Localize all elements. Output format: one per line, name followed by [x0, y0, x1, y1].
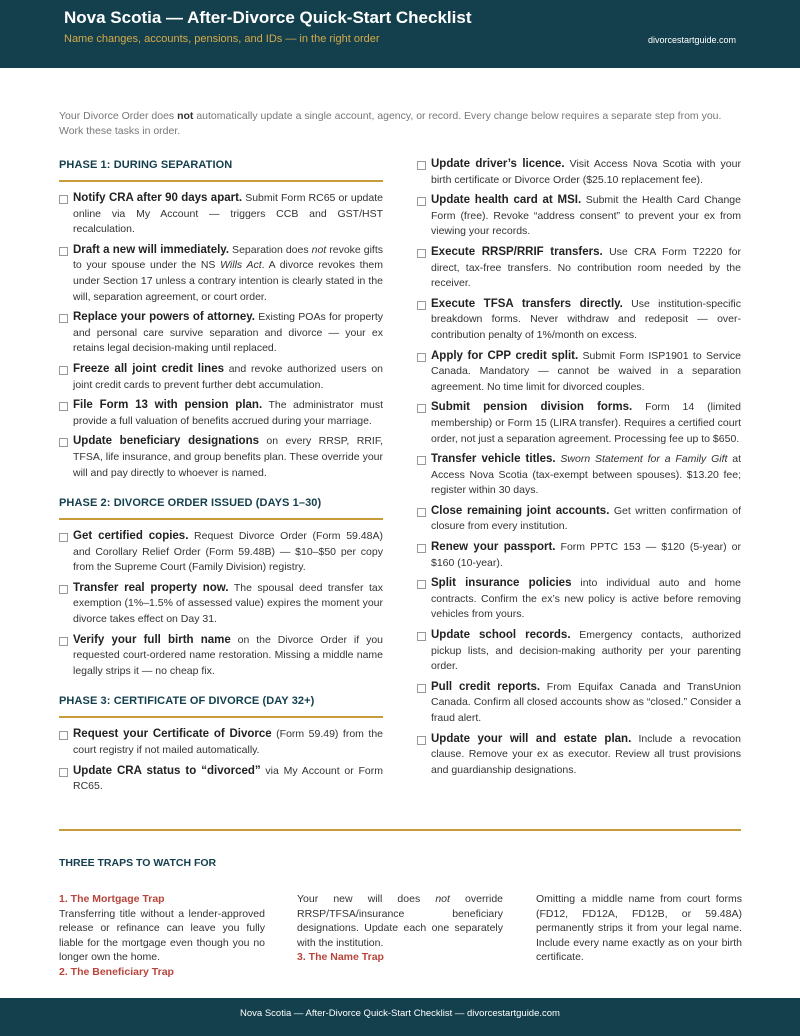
checklist-item-title: Draft a new will immediately. — [73, 243, 230, 256]
checklist-item-title: Get certified copies. — [73, 530, 189, 543]
checkbox[interactable] — [59, 247, 68, 256]
intro-emphasis: not — [177, 110, 194, 122]
checklist-item-description: Submit Form RC65 or update online via My Account — triggers CCB and GST/HST recalculation. — [73, 192, 383, 236]
checklist-item-description: Submit the Health Card Change Form (free). Revoke “address consent” to prevent your ex from viewing your records. — [431, 194, 741, 238]
checkbox[interactable] — [59, 314, 68, 323]
traps-column-2 — [297, 892, 503, 965]
checklist-item-text — [73, 310, 383, 357]
checklist-item-title: Update school records. — [431, 629, 571, 642]
trap-body: Your new will does not override RRSP/TFSA/insurance beneficiary designations. Update each one separately with the institution. — [297, 893, 503, 949]
checklist-item-description: Visit Access Nova Scotia with your birth certificate or Divorce Order ($25.10 replacement fee). — [431, 158, 741, 186]
checklist-item — [59, 764, 383, 795]
checklist-item-title: Execute TFSA transfers directly. — [431, 297, 623, 310]
checkbox[interactable] — [59, 731, 68, 740]
trap-body: Transferring title without a lender-approved release or refinance can leave you fully liable for the mortgage even though you no longer own the home. — [59, 907, 265, 963]
checklist-item-text — [431, 680, 741, 727]
checklist-item-title: Update driver’s licence. — [431, 158, 565, 170]
checklist-item-title: Close remaining joint accounts. — [431, 504, 610, 517]
checklist-item-text — [431, 193, 741, 240]
checklist-item-text — [431, 504, 741, 535]
checklist-item-text — [431, 540, 741, 571]
phase-rule — [59, 180, 383, 182]
checklist-item — [417, 193, 741, 240]
checklist-item-description: Emergency contacts, authorized pickup lists, and decision-making authority per your parenting order. — [431, 629, 741, 673]
checklist-item-text — [431, 157, 741, 188]
checklist-item-text — [73, 362, 383, 393]
checklist-item-text — [431, 732, 741, 779]
checklist-item-text — [431, 452, 741, 499]
checkbox[interactable] — [417, 301, 426, 310]
checklist-item-title: Pull credit reports. — [431, 680, 541, 693]
page-title: Nova Scotia — After-Divorce Quick-Start Checklist — [64, 8, 472, 27]
checklist-item-title: Verify your full birth name — [73, 633, 231, 646]
checklist-item — [59, 362, 383, 393]
checklist-item — [417, 452, 741, 499]
checklist-item — [59, 581, 383, 628]
checkbox[interactable] — [59, 366, 68, 375]
checklist-item-title: Transfer real property now. — [73, 581, 229, 594]
checklist-item-description: via My Account or Form RC65. — [73, 764, 383, 793]
checklist-item-text — [431, 297, 741, 344]
checklist-item — [59, 727, 383, 758]
checklist-item-text — [73, 191, 383, 238]
checklist-item-description: and revoke authorized users on joint credit cards to prevent further debt accumulation. — [73, 362, 384, 391]
checklist-item-title: Replace your powers of attorney. — [73, 311, 255, 324]
intro-before: Your Divorce Order does — [59, 110, 178, 122]
checklist-item-description: on every RRSP, RRIF, TFSA, life insurance, and group benefits plan. These override your will and pay directly to whoever is named. — [73, 435, 384, 479]
right-column — [417, 157, 741, 783]
checklist-item-text — [431, 400, 741, 447]
checklist-item — [59, 191, 383, 238]
checklist-item-title: Submit pension division forms. — [431, 401, 633, 414]
checkbox[interactable] — [417, 197, 426, 206]
left-column — [59, 157, 383, 800]
intro-paragraph — [59, 109, 743, 139]
checklist-item-description: Form PPTC 153 — $120 (5-year) or $160 (10-year). — [431, 541, 742, 569]
checklist-item-title: Update health card at MSI. — [431, 194, 582, 207]
checklist-item-description: Existing POAs for property and personal care survive separation and divorce — your ex retains legal decision-making until replaced. — [73, 311, 383, 355]
checklist-item-text — [73, 581, 383, 628]
phase-heading: PHASE 3: CERTIFICATE OF DIVORCE (DAY 32+) — [59, 695, 315, 708]
checklist-item-title: Execute RRSP/RRIF transfers. — [431, 245, 603, 258]
phase-rule — [59, 716, 383, 718]
phase-spacer — [59, 684, 383, 693]
checklist-item-description: Sworn Statement for a Family Gift at Access Nova Scotia (tax-exempt between spouses). $13.20 fee; register within 30 days. — [431, 453, 741, 497]
checklist-item-description: Separation does not revoke gifts to your spouse under the NS Wills Act. A divorce revokes them under Section 17 unless a contrary intention is clearly stated in the will, separation agreement, or court order. — [73, 243, 384, 303]
checkbox[interactable] — [417, 580, 426, 589]
checklist-item-text — [431, 576, 741, 623]
traps-column-1 — [59, 892, 265, 979]
trap-heading: 3. The Name Trap — [297, 951, 384, 963]
checklist-item-text — [431, 245, 741, 292]
checklist-item-description: Submit Form ISP1901 to Service Canada. Mandatory — cannot be waived in a separation agreement. No time limit for divorced couples. — [431, 349, 741, 393]
checkbox[interactable] — [417, 353, 426, 362]
checklist-item — [417, 400, 741, 447]
checklist-item-title: Transfer vehicle titles. — [431, 453, 556, 466]
checklist-item — [417, 297, 741, 344]
checklist-item-description: (Form 59.49) from the court registry if not mailed automatically. — [73, 728, 384, 757]
checklist-item-text — [431, 349, 741, 396]
checklist-item-description: on the Divorce Order if you requested court-ordered name restoration. Missing a middle name legally strips it — no cheap fix. — [73, 633, 383, 677]
checklist-item-title: Apply for CPP credit split. — [431, 349, 579, 362]
checklist-item-description: Use institution-specific breakdown forms. Never withdraw and redeposit — over-contribution penalty of 1%/month on excess. — [431, 297, 741, 341]
checklist-item-title: Split insurance policies — [431, 577, 572, 590]
checklist-item-title: Update CRA status to “divorced” — [73, 764, 261, 777]
checklist-item — [59, 310, 383, 357]
checklist-item-description: Include a revocation clause. Remove your ex as executor. Review all trust provisions and guardianship designations. — [431, 732, 741, 776]
phase-heading: PHASE 2: DIVORCE ORDER ISSUED (DAYS 1–30) — [59, 497, 322, 510]
checkbox[interactable] — [59, 637, 68, 646]
checkbox[interactable] — [59, 585, 68, 594]
checklist-item-title: Freeze all joint credit lines — [73, 362, 224, 375]
checklist-item-description: Request Divorce Order (Form 59.48A) and Corollary Relief Order (Form 59.48B) — $10–$50 per copy from the Supreme Court (Family Division) registry. — [73, 530, 383, 574]
traps-column-3 — [536, 892, 742, 965]
checkbox[interactable] — [59, 533, 68, 542]
checklist-item-text — [431, 628, 741, 675]
checklist-item — [59, 434, 383, 481]
checkbox[interactable] — [417, 632, 426, 641]
site-link[interactable]: divorcestartguide.com — [647, 35, 736, 45]
checkbox[interactable] — [417, 508, 426, 517]
checkbox[interactable] — [417, 404, 426, 413]
traps-title: THREE TRAPS TO WATCH FOR — [59, 857, 217, 869]
checklist-item-text — [73, 243, 383, 305]
page-subtitle: Name changes, accounts, pensions, and IDs — in the right order — [64, 33, 380, 45]
trap-body: Omitting a middle name from court forms (FD12, FD12A, FD12B, or 59.48A) permanently strips it from your legal name. Include every name exactly as on your birth certificate. — [536, 893, 742, 963]
checklist-item — [417, 504, 741, 535]
checkbox[interactable] — [417, 161, 426, 170]
checklist-item — [417, 576, 741, 623]
checklist-item-text — [73, 434, 383, 481]
trap-heading: 2. The Beneficiary Trap — [59, 965, 174, 978]
checkbox[interactable] — [59, 768, 68, 777]
checklist-item-title: Update beneficiary designations — [73, 435, 260, 448]
checklist-item — [417, 680, 741, 727]
checklist-item — [417, 732, 741, 779]
checklist-item-description: into individual auto and home contracts. Confirm the ex’s new policy is active before removing vehicles from yours. — [431, 577, 741, 621]
checklist-item-description: Use CRA Form T2220 for direct, tax-free transfers. No contribution room needed by the receiver. — [431, 245, 742, 290]
checklist-item-description: The administrator must provide a full valuation of benefits accrued during your marriage. — [73, 399, 383, 427]
checkbox[interactable] — [417, 684, 426, 693]
checklist-item-description: The spousal deed transfer tax exemption (1%–1.5% of assessed value) expires the moment your divorce takes effect on Day 31. — [73, 581, 383, 626]
page-header — [0, 0, 800, 68]
checklist-item-title: Request your Certificate of Divorce — [73, 728, 272, 741]
checklist-item-description: From Equifax Canada and TransUnion Canada. Confirm all closed accounts show as “closed.” Consider a fraud alert. — [431, 680, 741, 724]
checklist-item-title: File Form 13 with pension plan. — [73, 399, 263, 412]
intro-after: automatically update a single account, agency, or record. Every change below requires a separate step from you. Work these tasks in order. — [59, 110, 722, 137]
checklist-item — [417, 628, 741, 675]
checklist-item-text — [73, 633, 383, 680]
checklist-item-title: Renew your passport. — [431, 541, 556, 554]
checklist-item-text — [73, 398, 383, 429]
checklist-item-title: Notify CRA after 90 days apart. — [73, 192, 243, 204]
checklist-item-description: Form 14 (limited membership) or Form 15 (LIRA transfer). Requires a certified court order, not just a separation agreement. Processing fee up to $650. — [431, 401, 741, 445]
trap-heading: 1. The Mortgage Trap — [59, 893, 165, 905]
section-divider — [59, 829, 741, 831]
phase-rule — [59, 518, 383, 520]
checklist-item — [59, 398, 383, 429]
checkbox[interactable] — [59, 195, 68, 204]
checkbox[interactable] — [59, 402, 68, 411]
checklist-item-text — [73, 764, 383, 795]
checkbox[interactable] — [417, 249, 426, 258]
checkbox[interactable] — [417, 544, 426, 553]
checkbox[interactable] — [417, 456, 426, 465]
checklist-item-text — [73, 727, 383, 758]
footer-text: Nova Scotia — After-Divorce Quick-Start Checklist — divorcestartguide.com — [240, 1008, 560, 1019]
checkbox[interactable] — [417, 736, 426, 745]
checklist-item — [417, 349, 741, 396]
checklist-item-description: Get written confirmation of closure from every institution. — [431, 504, 741, 533]
phase-heading: PHASE 1: DURING SEPARATION — [59, 159, 233, 171]
checklist-item — [417, 540, 741, 571]
phase-spacer — [59, 486, 383, 495]
checklist-item — [59, 243, 383, 305]
checkbox[interactable] — [59, 438, 68, 447]
checklist-item — [417, 157, 741, 188]
page-footer — [0, 998, 800, 1036]
checklist-item-text — [73, 529, 383, 576]
checklist-item — [59, 529, 383, 576]
checklist-item — [417, 245, 741, 292]
checklist-item-title: Update your will and estate plan. — [431, 732, 632, 745]
checklist-item — [59, 633, 383, 680]
